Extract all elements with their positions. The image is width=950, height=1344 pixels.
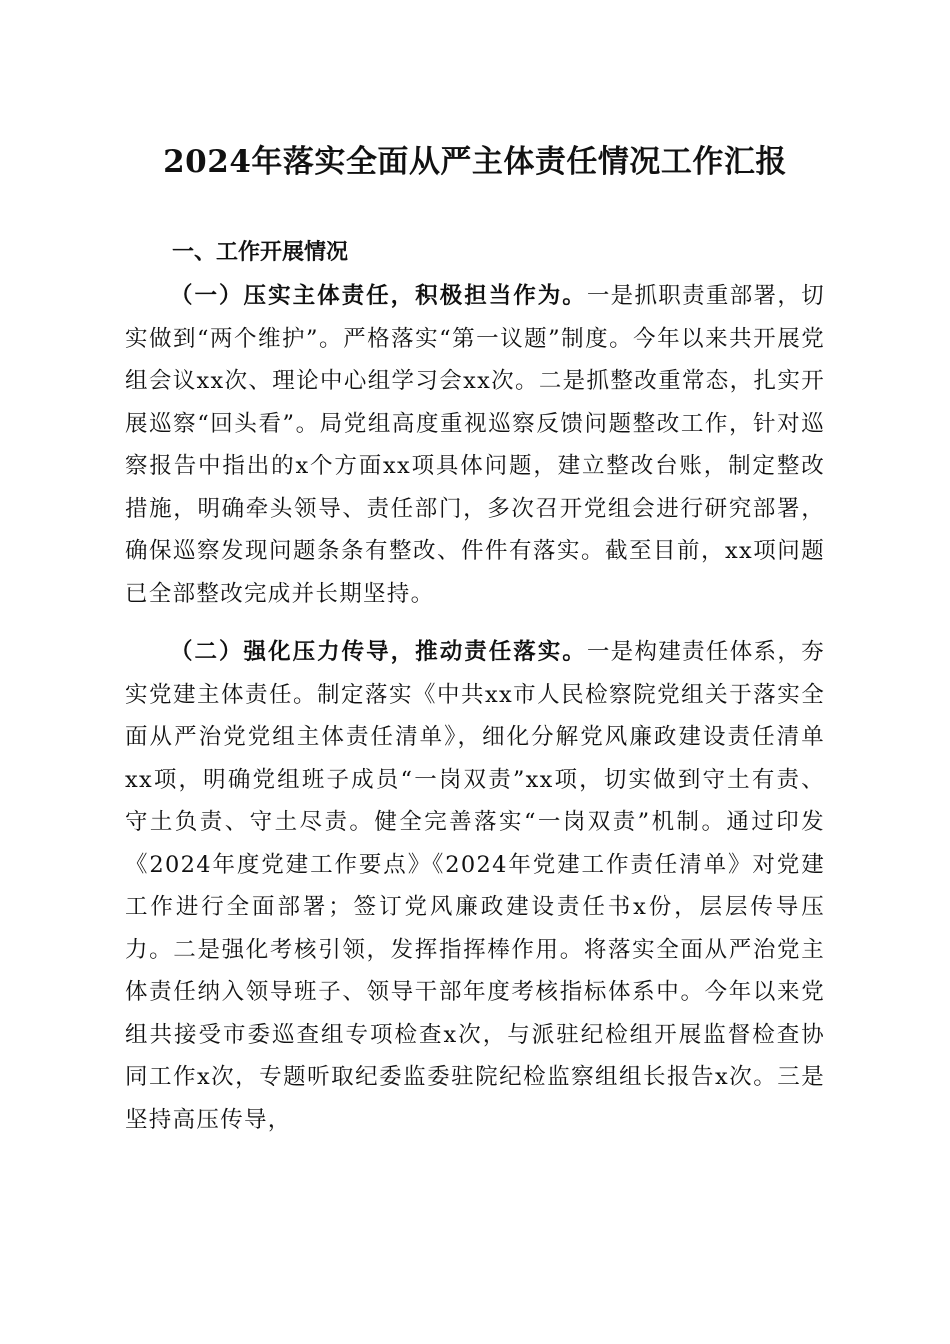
paragraph-1 xyxy=(125,275,825,615)
paragraph-1-lead: （一）压实主体责任，积极担当作为。 xyxy=(170,283,587,309)
paragraph-2-lead: （二）强化压力传导，推动责任落实。 xyxy=(170,639,587,665)
section-heading: 一、工作开展情况 xyxy=(172,240,349,265)
paragraph-1-body: 一是抓职责重部署，切实做到“两个维护”。严格落实“第一议题”制度。今年以来共开展党组会议xx次、理论中心组学习会xx次。二是抓整改重常态，扎实开展巡察“回头看”。局党组高度重视巡察反馈问题整改工作，针对巡察报告中指出的x个方面xx项具体问题，建立整改台账，制定整改措施，明确牵头领导、责任部门，多次召开党组会进行研究部署，确保巡察发现问题条条有整改、件件有落实。截至目前，xx项问题已全部整改完成并长期坚持。 xyxy=(125,283,825,607)
paragraph-2 xyxy=(125,631,825,1141)
paragraph-2-body: 一是构建责任体系，夯实党建主体责任。制定落实《中共xx市人民检察院党组关于落实全面从严治党党组主体责任清单》，细化分解党风廉政建设责任清单xx项，明确党组班子成员“一岗双责”xx项，切实做到守土有责、守土负责、守土尽责。健全完善落实“一岗双责”机制。通过印发《2024年度党建工作要点》《2024年党建工作责任清单》对党建工作进行全面部署；签订党风廉政建设责任书x份，层层传导压力。二是强化考核引领，发挥指挥棒作用。将落实全面从严治党主体责任纳入领导班子、领导干部年度考核指标体系中。今年以来党组共接受市委巡查组专项检查x次，与派驻纪检组开展监督检查协同工作x次，专题听取纪委监委驻院纪检监察组组长报告x次。三是坚持高压传导， xyxy=(125,639,825,1133)
document-title: 2024年落实全面从严主体责任情况工作汇报 xyxy=(163,144,787,180)
